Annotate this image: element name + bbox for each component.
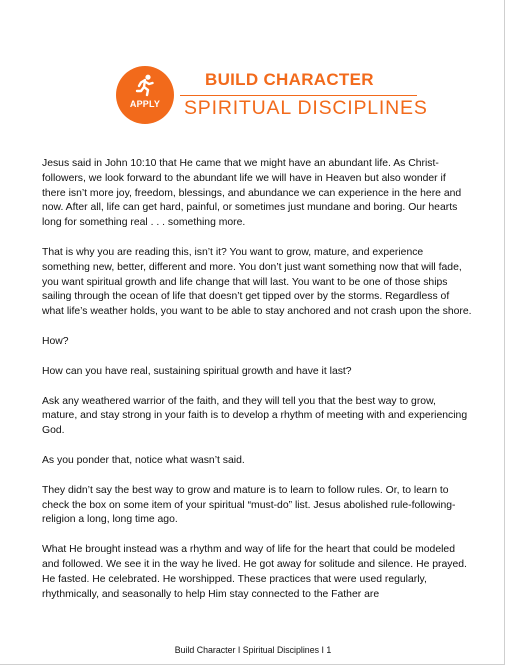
- apply-badge: [116, 66, 174, 124]
- paragraph: How can you have real, sustaining spiritual growth and have it last?: [42, 365, 352, 377]
- title-divider: [180, 95, 417, 96]
- document-body: [42, 157, 472, 617]
- page-header: [116, 66, 436, 126]
- paragraph: Ask any weathered warrior of the faith, and they will tell you that the best way to grow, mature, and stay strong in your faith is to develop a rhythm of meeting with and experiencing God.: [42, 395, 468, 437]
- paragraph: That is why you are reading this, isn’t it? You want to grow, mature, and experience something new, better, different and more. You don’t just want something now that will fade, you want spiritual growth and life change that will last. You want to be one of those ships sailing through the ocean of life that doesn’t get tipped over by the storms. Regardless of what life’s weather holds, you want to be able to stay anchored and not crash upon the shore.: [42, 246, 472, 318]
- badge-label: APPLY: [129, 99, 161, 109]
- page-footer: Build Character I Spiritual Disciplines I 1: [174, 645, 332, 655]
- paragraph: How?: [42, 335, 69, 347]
- paragraph: They didn’t say the best way to grow and mature is to learn to follow rules. Or, to learn to check the box on some item of your spiritual “must-do” list. Jesus abolished rule-following-religion a long, long time ago.: [42, 484, 456, 526]
- paragraph: What He brought instead was a rhythm and way of life for the heart that could be modeled and followed. We see it in the way he lived. He got away for solitude and silence. He prayed. He fasted. He celebrated. He worshipped. These practices that were used regularly, rhythmically, and seasonally to help Him stay connected to the Father are: [42, 544, 467, 600]
- paragraph: Jesus said in John 10:10 that He came that we might have an abundant life. As Christ-followers, we look forward to the abundant life we will have in Heaven but also wonder if there isn’t more joy, freedom, blessings, and abundance we can experience in the here and now. After all, life can get hard, painful, or sometimes just mundane and boring. Our hearts long for something real . . . something more.: [42, 158, 462, 229]
- paragraph: As you ponder that, notice what wasn’t said.: [42, 454, 245, 466]
- title-spiritual-disciplines: SPIRITUAL DISCIPLINES: [184, 97, 428, 119]
- title-build-character: BUILD CHARACTER: [205, 70, 374, 89]
- running-person-icon: [134, 74, 156, 98]
